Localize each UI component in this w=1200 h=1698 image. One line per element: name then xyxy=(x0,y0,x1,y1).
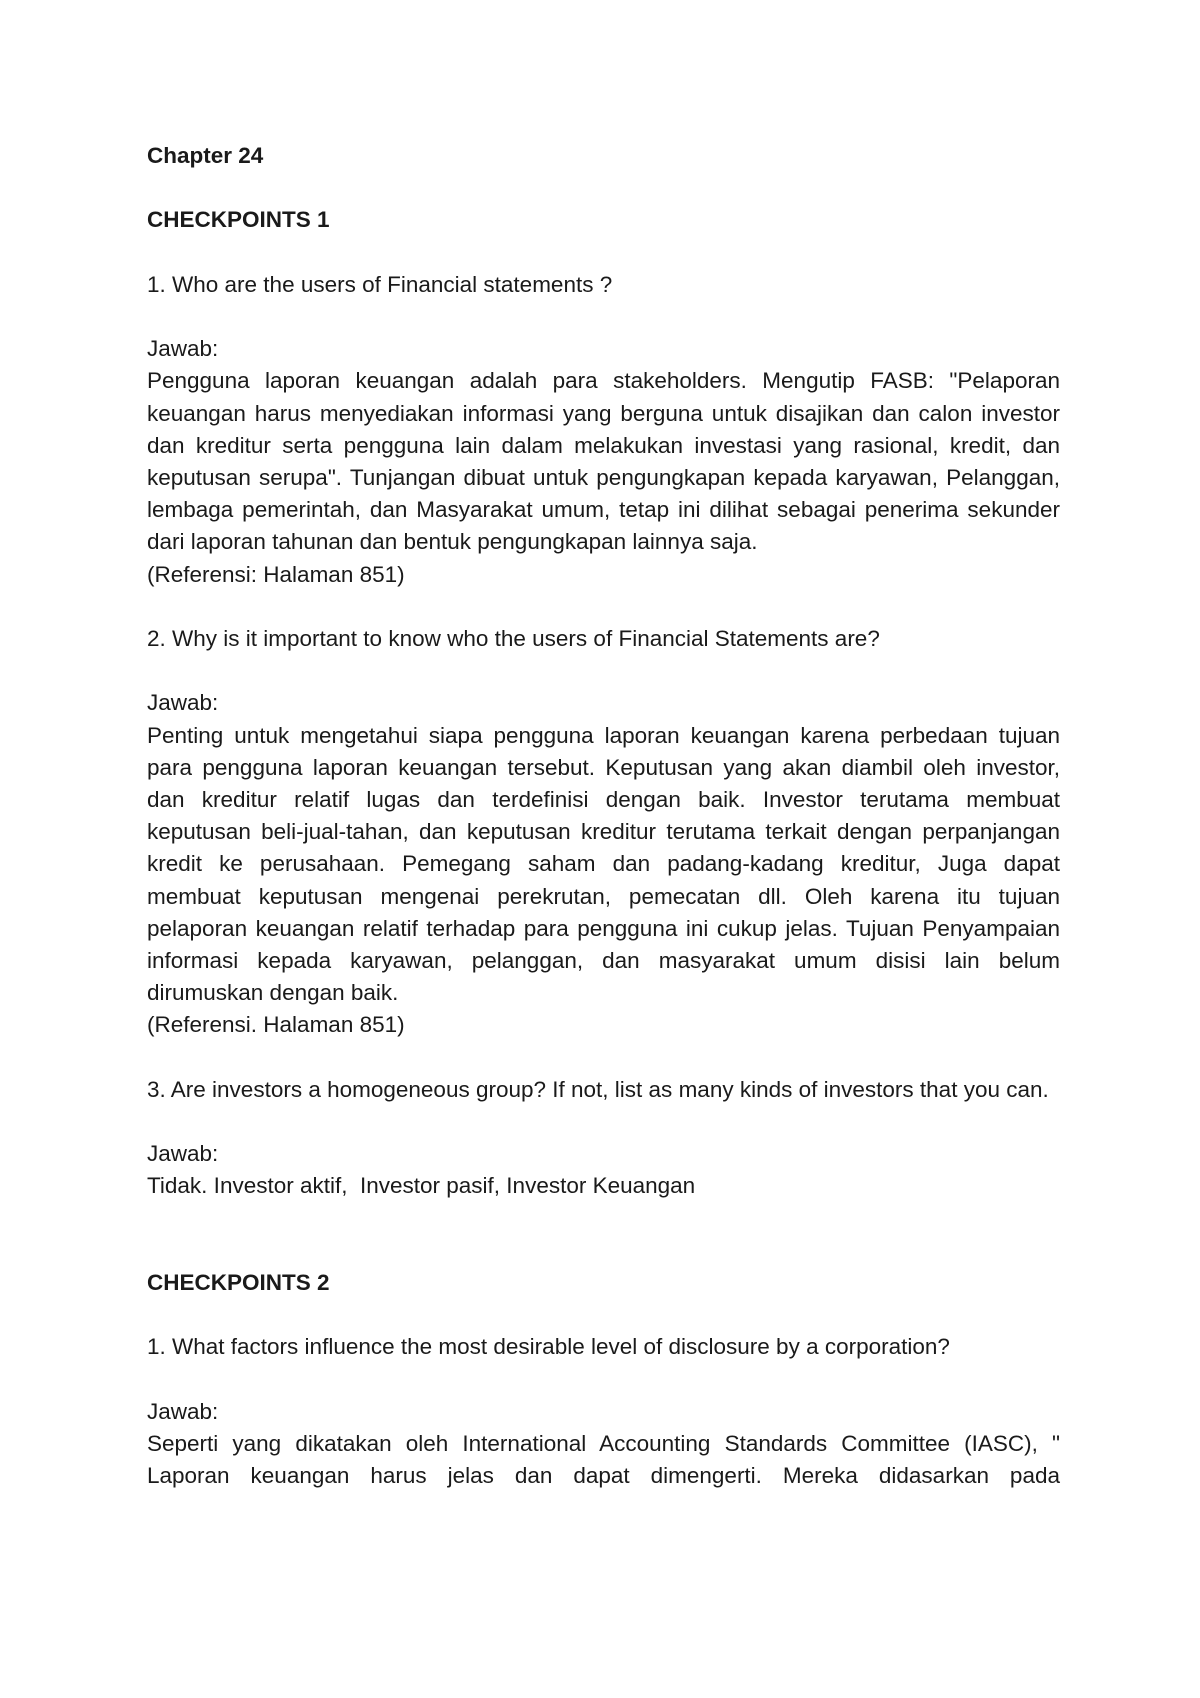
chapter-title: Chapter 24 xyxy=(147,143,264,168)
reference-text: (Referensi. Halaman 851) xyxy=(147,1012,405,1038)
answer-text: Penting untuk mengetahui siapa pengguna laporan keuangan karena perbedaan tujuan para pengguna laporan keuangan tersebut. Keputusan yang akan diambil oleh investor, dan kreditur relatif lugas dan terdefinisi dengan baik. Investor terutama membuat keputusan beli-jual-tahan, dan keputusan kreditur terutama terkait dengan perpanjangan kredit ke perusahaan. Pemegang saham dan padang-kadang kreditur, Juga dapat membuat keputusan mengenai perekrutan, pemecatan dll. Oleh karena itu tujuan pelaporan keuangan relatif terhadap para pengguna ini cukup jelas. Tujuan Penyampaian informasi kepada karyawan, pelanggan, dan masyarakat umum disisi lain belum dirumuskan dengan baik. xyxy=(147,722,1060,1006)
question-text: 1. Who are the users of Financial statements ? xyxy=(147,271,613,297)
question-text: 2. Why is it important to know who the users of Financial Statements are? xyxy=(147,625,880,651)
answer-label: Jawab: xyxy=(147,690,219,716)
section-heading: CHECKPOINTS 2 xyxy=(147,1269,330,1295)
section-heading: CHECKPOINTS 1 xyxy=(147,207,330,233)
answer-text: Pengguna laporan keuangan adalah para stakeholders. Mengutip FASB: "Pelaporan keuangan harus menyediakan informasi yang berguna untuk disajikan dan calon investor dan kreditur serta pengguna lain dalam melakukan investasi yang rasional, kredit, dan keputusan serupa". Tunjangan dibuat untuk pengungkapan kepada karyawan, Pelanggan, lembaga pemerintah, dan Masyarakat umum, tetap ini dilihat sebagai penerima sekunder dari laporan tahunan dan bentuk pengungkapan lainnya saja. xyxy=(147,368,1060,555)
document-page xyxy=(147,140,1060,1492)
answer-label: Jawab: xyxy=(147,336,219,362)
answer-label: Jawab: xyxy=(147,1398,219,1424)
answer-text: Tidak. Investor aktif, Investor pasif, Investor Keuangan xyxy=(147,1173,696,1199)
reference-text: (Referensi: Halaman 851) xyxy=(147,561,405,587)
answer-text: Seperti yang dikatakan oleh International Accounting Standards Committee (IASC), " Laporan keuangan harus jelas dan dapat dimengerti. Mereka didasarkan pada xyxy=(147,1430,1060,1489)
answer-label: Jawab: xyxy=(147,1141,219,1167)
question-text: 3. Are investors a homogeneous group? If not, list as many kinds of investors that you can. xyxy=(147,1076,1049,1102)
question-text: 1. What factors influence the most desirable level of disclosure by a corporation? xyxy=(147,1334,950,1360)
